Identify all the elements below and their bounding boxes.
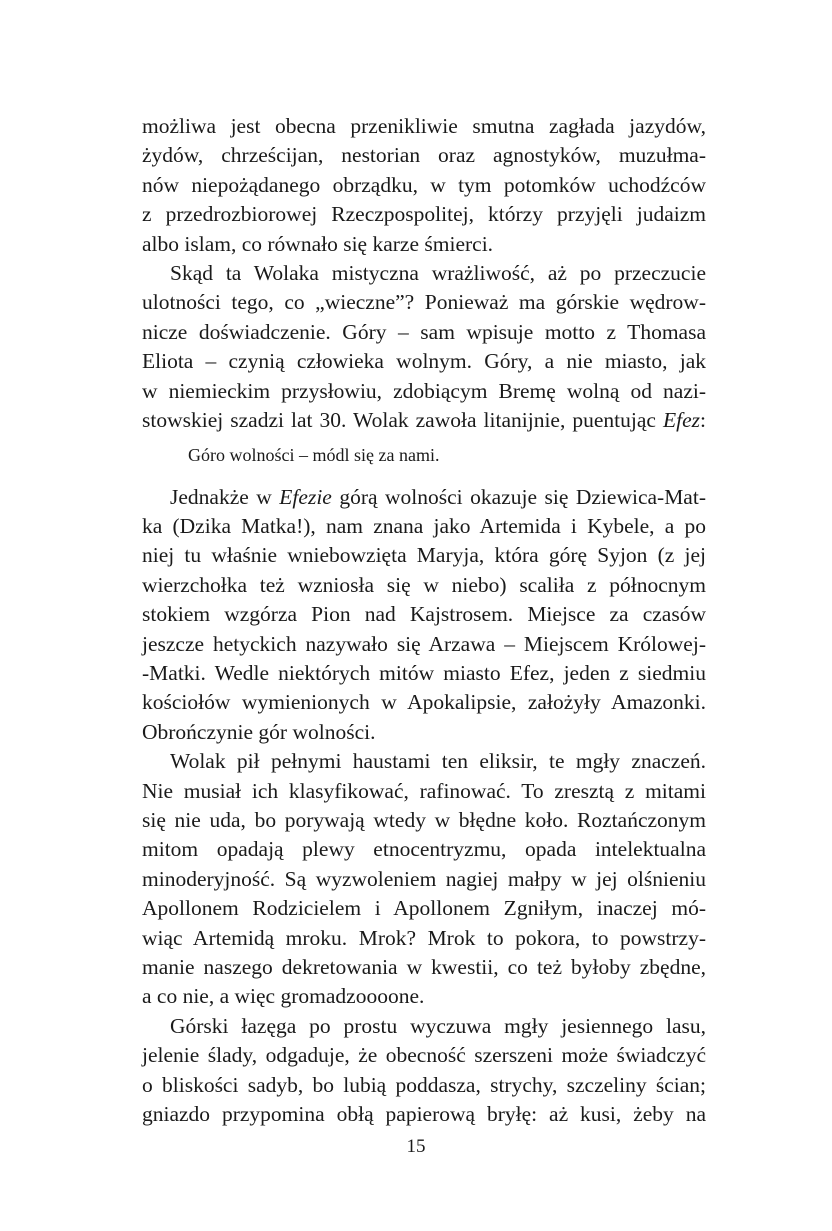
text-line: Apollonem Rodzicielem i Apollonem Zgniłym, inaczej mó- — [142, 896, 706, 921]
text-line: Obrończynie gór wolności. — [142, 719, 376, 744]
text-line: żydów, chrześcijan, nestorian oraz agnostyków, muzułma- — [142, 143, 706, 168]
text-line: ulotności tego, co „wieczne”? Ponieważ ma górskie wędrow- — [142, 290, 706, 315]
text-line: ka (Dzika Matka!), nam znana jako Artemida i Kybele, a po — [142, 514, 706, 539]
text-line: Wolak pił pełnymi haustami ten eliksir, te mgły znaczeń. — [170, 749, 706, 774]
text-line: a co nie, a więc gromadzoooone. — [142, 984, 425, 1009]
text-line: Nie musiał ich klasyfikować, rafinować. To zresztą z mitami — [142, 778, 706, 803]
text-line: minoderyjność. Są wyzwoleniem nagiej małpy w jej olśnieniu — [142, 866, 706, 891]
page-number: 15 — [406, 1136, 426, 1157]
body-text — [142, 112, 706, 1129]
text-line: niej tu właśnie wniebowzięta Maryja, która górę Syjon (z jej — [142, 543, 706, 568]
text-line: nów niepożądanego obrządku, w tym potomków uchodźców — [142, 172, 706, 197]
text-line: mitom opadają plewy etnocentryzmu, opada intelektualna — [142, 837, 706, 862]
text-line: nicze doświadczenie. Góry – sam wpisuje motto z Thomasa — [142, 319, 706, 344]
text-line: Jednakże w Efezie górą wolności okazuje się Dziewica-Mat- — [170, 484, 706, 509]
text-line: z przedrozbiorowej Rzeczpospolitej, którzy przyjęli judaizm — [142, 202, 706, 227]
text-line: gniazdo przypomina obłą papierową bryłę: aż kusi, żeby na — [142, 1101, 706, 1126]
text-line: stokiem wzgórza Pion nad Kajstrosem. Miejsce za czasów — [142, 602, 706, 627]
text-line: jelenie ślady, odgaduje, że obecność szerszeni może świadczyć — [142, 1043, 706, 1068]
text-line: Eliota – czynią człowieka wolnym. Góry, a nie miasto, jak — [142, 349, 706, 374]
text-line: wiąc Artemidą mroku. Mrok? Mrok to pokora, to powstrzy- — [142, 925, 706, 950]
italic-title: Efezie — [279, 484, 332, 509]
text-line: manie naszego dekretowania w kwestii, co też byłoby zbędne, — [142, 954, 706, 979]
block-quote: Góro wolności – módl się za nami. — [188, 445, 440, 466]
italic-title: Efez — [662, 407, 701, 432]
text-line: Skąd ta Wolaka mistyczna wrażliwość, aż po przeczucie — [170, 260, 706, 285]
text-line: stowskiej szadzi lat 30. Wolak zawoła litanijnie, puentując Efez: — [142, 407, 706, 432]
text-line: jeszcze hetyckich nazywało się Arzawa – Miejscem Królowej- — [142, 631, 706, 656]
text-line: albo islam, co równało się karze śmierci. — [142, 231, 494, 256]
text-line: Górski łazęga po prostu wyczuwa mgły jesiennego lasu, — [170, 1013, 706, 1038]
text-line: możliwa jest obecna przenikliwie smutna zagłada jazydów, — [142, 114, 706, 138]
text-line: o bliskości sadyb, bo lubią poddasza, strychy, szczeliny ścian; — [142, 1072, 706, 1097]
text-line: wierzchołka też wzniosła się w niebo) scaliła z północnym — [142, 572, 706, 597]
text-line: -Matki. Wedle niektórych mitów miasto Efez, jeden z siedmiu — [142, 661, 706, 686]
text-line: kościołów wymienionych w Apokalipsie, założyły Amazonki. — [142, 690, 706, 715]
text-line: w niemieckim przysłowiu, zdobiącym Bremę wolną od nazi- — [142, 378, 706, 403]
text-line: się nie uda, bo porywają wtedy w błędne koło. Roztańczonym — [142, 807, 706, 832]
